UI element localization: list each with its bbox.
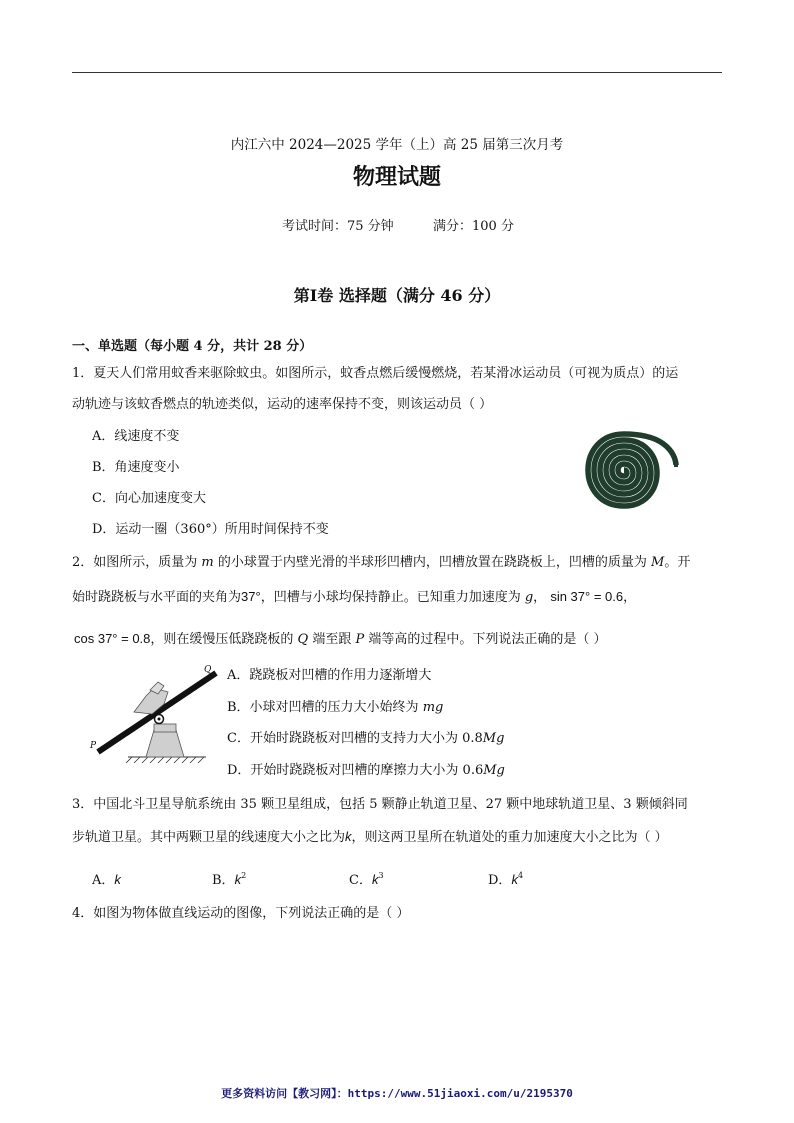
q1-option-c: C．向心加速度变大 [92, 491, 206, 506]
q1-option-b: B．角速度变小 [92, 460, 180, 475]
q3-option-a: A．k [92, 872, 121, 888]
q1-option-d: D．运动一圈（360°）所用时间保持不变 [92, 522, 329, 537]
footer-link[interactable]: 更多资料访问【教习网】：https://www.51jiaoxi.com/u/2195370 [221, 1087, 573, 1100]
q4-stem: 4．如图为物体做直线运动的图像，下列说法正确的是（ ） [72, 906, 410, 921]
q2-stem-line2: 始时跷跷板与水平面的夹角为37°，凹槽与小球均保持静止。已知重力加速度为 g， sin 37° = 0.6， [72, 589, 637, 605]
q3-stem-line1: 3．中国北斗卫星导航系统由 35 颗卫星组成，包括 5 颗静止轨道卫星、27 颗中地球轨道卫星、3 颗倾斜同 [72, 797, 688, 812]
q3-option-b: B．$k^2$ [212, 871, 247, 888]
volume-title: 第Ⅰ卷 选择题（满分 46 分） [293, 286, 501, 305]
q2-option-d: D．开始时跷跷板对凹槽的摩擦力大小为 0.6Mg [227, 763, 505, 778]
q3-option-c: C．$k^3$ [349, 871, 384, 888]
q2-option-b: B．小球对凹槽的压力大小始终为 mg [227, 700, 444, 715]
top-rule [72, 72, 722, 73]
q3-stem-line2: 步轨道卫星。其中两颗卫星的线速度大小之比为k，则这两卫星所在轨道处的重力加速度大小之比为（ ） [72, 829, 668, 845]
section-title: 一、单选题（每小题 4 分，共计 28 分） [72, 339, 313, 354]
q1-stem-line2: 动轨迹与该蚊香燃点的轨迹类似，运动的速率保持不变，则该运动员（ ） [72, 397, 493, 412]
q1-option-a: A．线速度不变 [92, 429, 180, 444]
q2-option-a: A．跷跷板对凹槽的作用力逐渐增大 [227, 668, 432, 683]
full-score: 满分：100 分 [433, 219, 514, 234]
exam-time: 考试时间：75 分钟 [282, 219, 394, 234]
q2-option-c: C．开始时跷跷板对凹槽的支持力大小为 0.8Mg [227, 731, 505, 746]
mosquito-coil-figure [562, 413, 684, 527]
q3-option-d: D．$k^4$ [488, 871, 524, 888]
label-p: P [90, 741, 97, 751]
q2-stem-line3: cos 37° = 0.8，则在缓慢压低跷跷板的 Q 端至跟 P 端等高的过程中。下列说法正确的是（ ） [74, 631, 607, 647]
school-line: 内江六中 2024—2025 学年（上）高 25 届第三次月考 [230, 137, 564, 153]
label-q: Q [204, 665, 212, 675]
page-title: 物理试题 [352, 164, 441, 190]
seesaw-figure [88, 660, 224, 768]
q2-stem-line1: 2．如图所示，质量为 m 的小球置于内壁光滑的半球形凹槽内，凹槽放置在跷跷板上，凹槽的质量为 M。开 [72, 555, 691, 570]
q1-stem-line1: 1．夏天人们常用蚊香来驱除蚊虫。如图所示，蚊香点燃后缓慢燃烧，若某滑冰运动员（可视为质点）的运 [72, 366, 679, 381]
